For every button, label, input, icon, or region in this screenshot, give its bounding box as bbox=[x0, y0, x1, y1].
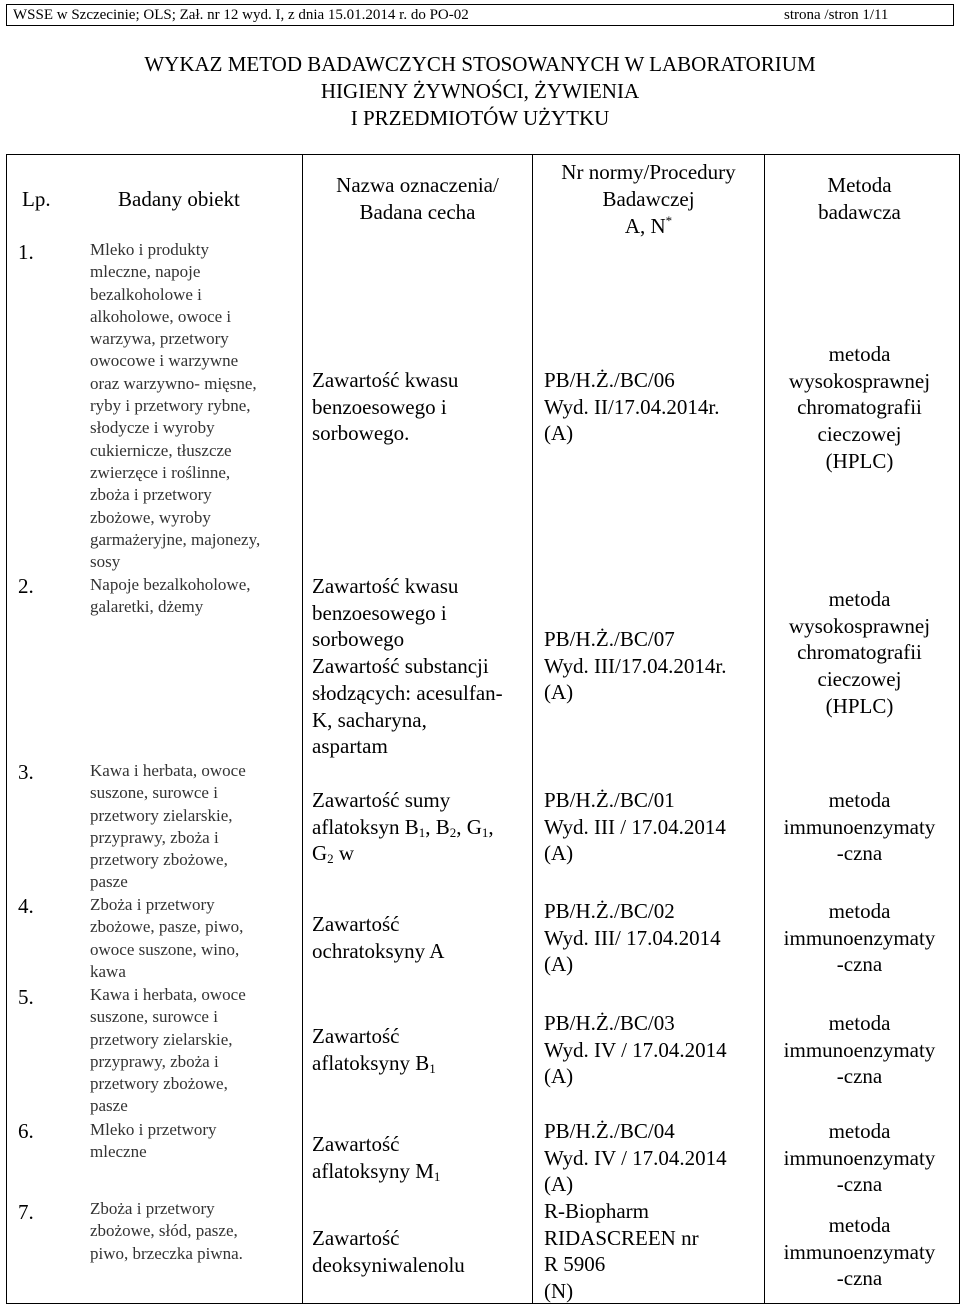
row-1-obiekt-line: zbożowe, wyroby bbox=[90, 507, 211, 527]
row-1-obiekt-line: zboża i przetwory bbox=[90, 485, 212, 505]
row-2-norma-line: (A) bbox=[544, 680, 574, 705]
row-1-metoda-line: (HPLC) bbox=[825, 448, 894, 473]
row-7-metoda bbox=[765, 1212, 954, 1292]
row-5-lp: 5. bbox=[18, 985, 34, 1009]
row-1-obiekt-line: Mleko i produkty bbox=[90, 240, 209, 259]
document-title bbox=[0, 51, 960, 132]
row-1-obiekt-line: słodycze i wyroby bbox=[90, 418, 215, 438]
row-6-cecha bbox=[312, 1131, 440, 1184]
row-6-metoda-line: metoda bbox=[828, 1119, 891, 1143]
row-2-metoda-line: (HPLC) bbox=[825, 693, 894, 718]
row-4-lp: 4. bbox=[18, 894, 34, 918]
row-5-obiekt-line: przetwory zbożowe, bbox=[90, 1074, 228, 1094]
row-3-norma bbox=[544, 787, 726, 867]
column-header-cecha-line-2: Badana cecha bbox=[359, 200, 476, 224]
row-7-norma-line: R-Biopharm bbox=[544, 1199, 649, 1223]
row-3-metoda-line: -czna bbox=[836, 841, 883, 866]
row-2-obiekt-line: Napoje bezalkoholowe, bbox=[90, 575, 251, 594]
row-1-obiekt-line: warzywa, przetwory bbox=[90, 329, 229, 349]
row-1-norma-line: Wyd. II/17.04.2014r. bbox=[544, 394, 720, 419]
row-3-obiekt-line: suszone, surowce i bbox=[90, 783, 218, 803]
row-6-cecha-text: aflatoksyny M bbox=[312, 1158, 434, 1183]
row-3-lp: 3. bbox=[18, 760, 34, 784]
row-3-cecha-subscript: 2 bbox=[449, 824, 457, 840]
row-2-metoda bbox=[765, 586, 954, 720]
row-2-cecha-line: benzoesowego i bbox=[312, 600, 447, 625]
row-6-metoda-line: immunoenzymaty bbox=[783, 1145, 936, 1170]
title-line-2: HIGIENY ŻYWNOŚCI, ŻYWIENIA bbox=[320, 79, 640, 103]
row-3-obiekt-line: pasze bbox=[90, 872, 128, 892]
row-2-norma-line: Wyd. III/17.04.2014r. bbox=[544, 653, 727, 678]
row-4-obiekt-line: owoce suszone, wino, bbox=[90, 939, 240, 959]
row-4-obiekt-line: zbożowe, pasze, piwo, bbox=[90, 917, 244, 937]
row-1-obiekt bbox=[90, 239, 260, 573]
column-header-metoda bbox=[765, 172, 954, 226]
row-7-obiekt-line: piwo, brzeczka piwna. bbox=[90, 1243, 243, 1263]
row-7-norma bbox=[544, 1198, 699, 1305]
row-3-metoda bbox=[765, 787, 954, 867]
row-6-metoda bbox=[765, 1118, 954, 1198]
row-4-obiekt-line: kawa bbox=[90, 961, 126, 981]
row-3-obiekt-line: przyprawy, zboża i bbox=[90, 827, 219, 847]
row-1-obiekt-line: ryby i przetwory rybne, bbox=[90, 396, 251, 416]
row-1-obiekt-line: cukiernicze, tłuszcze bbox=[90, 440, 232, 460]
row-3-cecha-subscript: 2 bbox=[327, 851, 334, 867]
row-2-lp: 2. bbox=[18, 574, 34, 598]
row-5-metoda-line: immunoenzymaty bbox=[783, 1037, 936, 1062]
row-7-obiekt-line: Zboża i przetwory bbox=[90, 1199, 215, 1218]
row-7-cecha bbox=[312, 1225, 465, 1278]
row-6-cecha-line bbox=[312, 1158, 440, 1185]
row-5-metoda-line: -czna bbox=[836, 1064, 883, 1089]
row-7-lp: 7. bbox=[18, 1200, 34, 1224]
row-5-obiekt-line: suszone, surowce i bbox=[90, 1007, 218, 1027]
column-header-obiekt: Badany obiekt bbox=[118, 187, 240, 211]
column-header-norma-line-3 bbox=[533, 213, 764, 240]
row-2-metoda-line: chromatografii bbox=[797, 640, 922, 665]
row-2-cecha-line: sorbowego bbox=[312, 627, 405, 652]
row-1-metoda-line: metoda bbox=[828, 342, 891, 366]
row-1-metoda-line: chromatografii bbox=[797, 395, 922, 420]
row-2-cecha-line: K, sacharyna, bbox=[312, 707, 427, 732]
row-5-obiekt bbox=[90, 984, 246, 1118]
row-7-norma-line: RIDASCREEN nr bbox=[544, 1225, 699, 1250]
row-6-norma-line: (A) bbox=[544, 1172, 574, 1197]
row-1-cecha-line: sorbowego. bbox=[312, 421, 410, 446]
row-2-metoda-line: metoda bbox=[828, 587, 891, 611]
row-1-obiekt-line: alkoholowe, owoce i bbox=[90, 306, 232, 326]
column-header-metoda-line-1: Metoda bbox=[827, 173, 892, 197]
row-1-norma bbox=[544, 367, 719, 447]
row-7-metoda-line: immunoenzymaty bbox=[783, 1239, 936, 1264]
row-3-cecha-text: , B bbox=[425, 814, 450, 839]
column-header-cecha bbox=[303, 172, 532, 226]
row-6-obiekt-line: Mleko i przetwory bbox=[90, 1120, 217, 1139]
row-3-obiekt bbox=[90, 760, 246, 894]
row-5-metoda bbox=[765, 1010, 954, 1090]
column-header-norma-footnote-mark: * bbox=[665, 213, 673, 228]
row-7-metoda-line: metoda bbox=[828, 1213, 891, 1237]
row-7-metoda-line: -czna bbox=[836, 1266, 883, 1291]
row-7-obiekt-line: zbożowe, słód, pasze, bbox=[90, 1221, 238, 1241]
row-3-cecha-text: w bbox=[333, 841, 355, 866]
column-divider-1 bbox=[302, 154, 303, 1304]
row-3-norma-line: Wyd. III / 17.04.2014 bbox=[544, 814, 726, 839]
row-5-cecha-line: Zawartość bbox=[312, 1024, 400, 1048]
row-3-norma-line: PB/H.Ż./BC/01 bbox=[544, 788, 675, 812]
row-6-metoda-line: -czna bbox=[836, 1172, 883, 1197]
column-header-norma-line-3-text: A, N bbox=[624, 214, 666, 238]
row-1-cecha-line: Zawartość kwasu bbox=[312, 368, 459, 392]
header-page-number: strona /stron 1/11 bbox=[784, 7, 889, 23]
row-6-obiekt-line: mleczne bbox=[90, 1142, 147, 1162]
row-1-obiekt-line: sosy bbox=[90, 552, 121, 572]
row-3-cecha-text: aflatoksyn B bbox=[312, 814, 419, 839]
row-1-obiekt-line: zwierzęce i roślinne, bbox=[90, 462, 231, 482]
row-2-cecha-line: Zawartość substancji bbox=[312, 654, 489, 679]
row-2-norma bbox=[544, 626, 726, 706]
row-4-obiekt bbox=[90, 894, 243, 983]
row-4-cecha-line: Zawartość bbox=[312, 912, 400, 936]
row-4-metoda-line: immunoenzymaty bbox=[783, 925, 936, 950]
row-1-norma-line: PB/H.Ż./BC/06 bbox=[544, 368, 675, 392]
column-header-norma bbox=[533, 159, 764, 240]
row-2-norma-line: PB/H.Ż./BC/07 bbox=[544, 627, 675, 651]
row-3-obiekt-line: przetwory zbożowe, bbox=[90, 850, 228, 870]
row-2-cecha bbox=[312, 573, 503, 760]
row-2-metoda-line: cieczowej bbox=[817, 667, 902, 692]
row-4-metoda bbox=[765, 898, 954, 978]
row-5-metoda-line: metoda bbox=[828, 1011, 891, 1035]
row-6-cecha-subscript: 1 bbox=[433, 1168, 441, 1184]
row-6-cecha-line: Zawartość bbox=[312, 1132, 400, 1156]
column-header-cecha-line-1: Nazwa oznaczenia/ bbox=[336, 173, 499, 197]
row-1-norma-line: (A) bbox=[544, 421, 574, 446]
row-5-norma-line: (A) bbox=[544, 1064, 574, 1089]
column-divider-2 bbox=[532, 154, 533, 1304]
row-1-obiekt-line: mleczne, napoje bbox=[90, 262, 201, 282]
row-1-obiekt-line: oraz warzywno- mięsne, bbox=[90, 373, 257, 393]
row-2-obiekt bbox=[90, 574, 251, 619]
row-1-metoda-line: wysokosprawnej bbox=[788, 368, 931, 393]
row-2-metoda-line: wysokosprawnej bbox=[788, 613, 931, 638]
row-3-norma-line: (A) bbox=[544, 841, 574, 866]
column-header-lp: Lp. bbox=[22, 187, 51, 211]
row-4-norma-line: PB/H.Ż./BC/02 bbox=[544, 899, 675, 923]
row-3-cecha-text: G bbox=[312, 841, 328, 866]
column-header-norma-line-2: Badawczej bbox=[602, 187, 695, 211]
row-5-obiekt-line: przetwory zielarskie, bbox=[90, 1029, 233, 1049]
row-6-lp: 6. bbox=[18, 1119, 34, 1143]
row-3-cecha-line bbox=[312, 840, 494, 867]
header-document-reference: WSSE w Szczecinie; OLS; Zał. nr 12 wyd. I, z dnia 15.01.2014 r. do PO-02 bbox=[13, 7, 469, 23]
row-6-norma-line: PB/H.Ż./BC/04 bbox=[544, 1119, 675, 1143]
row-5-obiekt-line: przyprawy, zboża i bbox=[90, 1051, 219, 1071]
row-2-cecha-line: słodzących: acesulfan- bbox=[312, 680, 503, 705]
document-header bbox=[6, 4, 954, 26]
row-3-cecha-subscript: 1 bbox=[481, 824, 489, 840]
row-5-cecha-line bbox=[312, 1050, 436, 1077]
row-2-cecha-line: aspartam bbox=[312, 734, 388, 759]
row-5-cecha-subscript: 1 bbox=[429, 1060, 436, 1076]
row-3-cecha-subscript: 1 bbox=[418, 824, 426, 840]
row-2-cecha-line: Zawartość kwasu bbox=[312, 574, 459, 598]
column-header-metoda-line-2: badawcza bbox=[818, 200, 901, 224]
row-2-obiekt-line: galaretki, dżemy bbox=[90, 597, 204, 617]
row-4-metoda-line: -czna bbox=[836, 952, 883, 977]
row-3-cecha-line: Zawartość sumy bbox=[312, 788, 451, 812]
row-4-cecha bbox=[312, 911, 444, 964]
row-5-cecha-text: aflatoksyny B bbox=[312, 1050, 430, 1075]
row-7-obiekt bbox=[90, 1198, 243, 1265]
row-3-cecha-text: , G bbox=[456, 814, 482, 839]
row-7-norma-line: R 5906 bbox=[544, 1252, 606, 1277]
row-6-obiekt bbox=[90, 1119, 217, 1164]
row-1-cecha bbox=[312, 367, 458, 447]
row-1-obiekt-line: bezalkoholowe i bbox=[90, 284, 202, 304]
column-header-norma-line-1: Nr normy/Procedury bbox=[561, 160, 736, 184]
row-7-norma-line: (N) bbox=[544, 1279, 574, 1304]
row-3-metoda-line: metoda bbox=[828, 788, 891, 812]
row-5-obiekt-line: pasze bbox=[90, 1096, 128, 1116]
row-3-cecha-text: , bbox=[488, 814, 494, 839]
row-1-lp: 1. bbox=[18, 240, 34, 264]
row-7-cecha-line: Zawartość bbox=[312, 1226, 400, 1250]
row-7-cecha-line: deoksyniwalenolu bbox=[312, 1252, 465, 1277]
row-1-obiekt-line: owocowe i warzywne bbox=[90, 351, 239, 371]
row-3-obiekt-line: przetwory zielarskie, bbox=[90, 805, 233, 825]
row-3-cecha-line bbox=[312, 814, 494, 841]
title-line-1: WYKAZ METOD BADAWCZYCH STOSOWANYCH W LABORATORIUM bbox=[144, 52, 816, 76]
row-5-norma-line: PB/H.Ż./BC/03 bbox=[544, 1011, 675, 1035]
row-1-metoda bbox=[765, 341, 954, 475]
title-line-3: I PRZEDMIOTÓW UŻYTKU bbox=[350, 106, 610, 130]
row-3-obiekt-line: Kawa i herbata, owoce bbox=[90, 761, 246, 780]
row-4-norma-line: (A) bbox=[544, 952, 574, 977]
row-1-metoda-line: cieczowej bbox=[817, 422, 902, 447]
row-1-obiekt-line: garmażeryjne, majonezy, bbox=[90, 529, 261, 549]
row-4-norma bbox=[544, 898, 721, 978]
row-4-cecha-line: ochratoksyny A bbox=[312, 938, 445, 963]
row-4-metoda-line: metoda bbox=[828, 899, 891, 923]
row-5-norma bbox=[544, 1010, 727, 1090]
row-5-obiekt-line: Kawa i herbata, owoce bbox=[90, 985, 246, 1004]
row-6-norma-line: Wyd. IV / 17.04.2014 bbox=[544, 1145, 727, 1170]
row-3-cecha bbox=[312, 787, 494, 867]
row-5-norma-line: Wyd. IV / 17.04.2014 bbox=[544, 1037, 727, 1062]
row-1-cecha-line: benzoesowego i bbox=[312, 394, 447, 419]
row-4-obiekt-line: Zboża i przetwory bbox=[90, 895, 215, 914]
row-6-norma bbox=[544, 1118, 727, 1198]
row-4-norma-line: Wyd. III/ 17.04.2014 bbox=[544, 925, 721, 950]
row-5-cecha bbox=[312, 1023, 436, 1076]
row-3-metoda-line: immunoenzymaty bbox=[783, 814, 936, 839]
